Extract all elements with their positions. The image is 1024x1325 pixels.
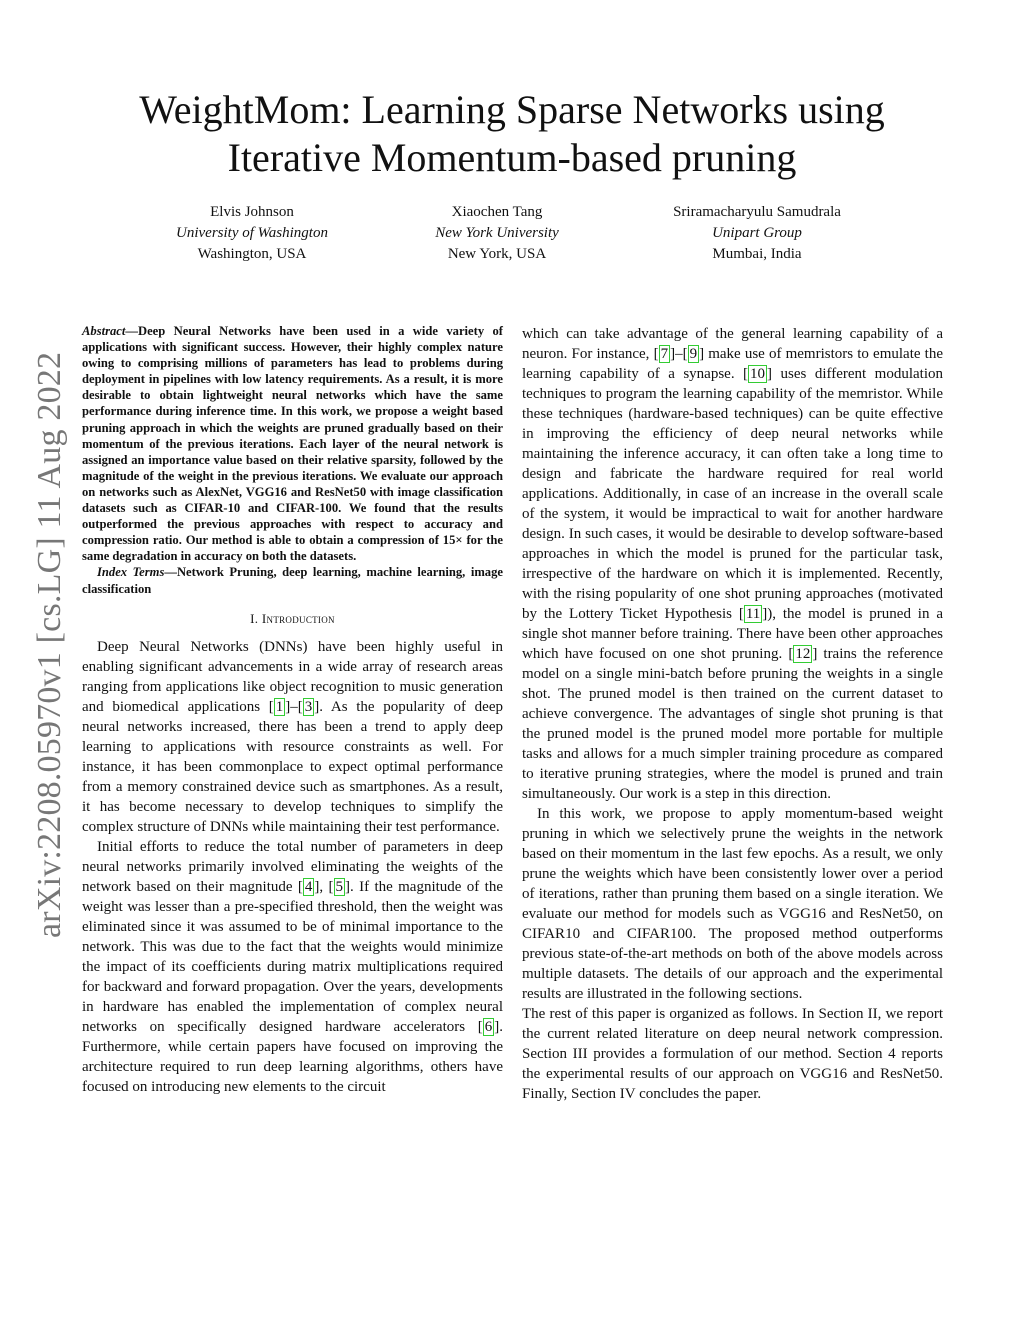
- right-column: [522, 324, 943, 1104]
- author-affiliation: Unipart Group: [712, 225, 802, 241]
- abstract-text: Deep Neural Networks have been used in a wide variety of applications with significant success. However, their highly complex nature owing to comprising millions of parameters has lead to problems during deployment in pipelines with low latency requirements. As a result, it is more desirable to obtain lightweight neural networks which have the same performance during inference time. In this work, we propose a weight based pruning approach in which the weights are pruned gradually based on their momentum of the previous iterations. Each layer of the neural network is assigned an importance value based on their relative sparsity, followed by the magnitude of the weight in the previous iterations. We evaluate our approach on networks such as AlexNet, VGG16 and ResNet50 with image classification datasets such as CIFAR-10 and CIFAR-100. We found that the results outperformed the previous approaches with respect to accuracy and compression ratio. Our method is able to obtain a compression of 15× for the same degradation in accuracy on both the datasets.: [82, 324, 503, 564]
- index-terms-text: Network Pruning, deep learning, machine learning, image classification: [82, 565, 503, 596]
- paragraph-text: make use of memristors to emulate the learning capability of a synapse.: [522, 346, 943, 382]
- citation-link[interactable]: 4: [304, 878, 313, 895]
- author-name: Elvis Johnson: [210, 204, 294, 220]
- citation-link[interactable]: 1: [275, 698, 284, 715]
- author-3: [607, 202, 907, 265]
- paragraph-text: uses different modulation techniques to program the learning capability of the memristor. While these techniques (hardware-based techniques) can be quite effective in improving the efficiency of deep neural networks while maintaining the inference accuracy, it can often take a long time to design and fabricate the hardware required for real world applications. Additionally, in case of an increase in the overall scale of the system, it would be impractical to wait for another hardware design. In such cases, it would be desirable to develop software-based approaches in which the model is pruned for the particular task, irrespective of the hardware on which it is implemented. Recently, with the rising popularity of one shot pruning approaches (motivated by the Lottery Ticket Hypothesis: [522, 366, 943, 622]
- citation-link[interactable]: 5: [335, 878, 343, 895]
- author-location: Washington, USA: [197, 246, 307, 262]
- author-location: New York, USA: [447, 246, 547, 262]
- paragraph-text: Deep Neural Networks (DNNs) have been highly useful in enabling significant advancements in a wide array of research areas ranging from applications like object recognition to music generation and biomedical applications: [82, 638, 503, 715]
- paragraph-text: Initial efforts to reduce the total number of parameters in deep neural networks primarily involved eliminating the weights of the network based on their magnitude: [82, 838, 503, 895]
- author-affiliation: New York University: [435, 225, 559, 241]
- intro-paragraph-2: Initial efforts to reduce the total number of parameters in deep neural networks primarily involved eliminating the weights of the network based on their magnitude [ 4 ], [ 5 ]. If the magnitude of the weight was lesser than a pre-specified threshold, then the weight was eliminated since it was assumed to be of minimal importance to the network. This was due to the fact that the weights would minimize the impact of its coefficients during matrix multiplications required for backward and forward propagation. Over the years, developments in hardware has enabled the implementation of complex neural networks on specifically designed hardware accelerators [ 6 ]. Furthermore, while certain papers have focused on improving the architecture required to run deep learning algorithms, others have focused on introducing new elements to the circuit: [82, 838, 503, 1095]
- citation-link[interactable]: 9: [689, 346, 698, 362]
- paragraph-text: trains the reference model on a single mini-batch before pruning the weights in a single shot. The pruned model is then trained on the current dataset to achieve convergence. The advantages of single shot pruning is that the pruned model is the pruned model more portable for multiple tasks and allows for a much simpler training procedure as compared to iterative pruning strategies, where the model is pruned and train simultaneously. Our work is a step in this direction.: [522, 646, 943, 802]
- intro-paragraph-3: which can take advantage of the general learning capability of a neuron. For instance, [ 7 ]–[ 9 ] make use of memristors to emulate the learning capability of a synapse. [ 10 ] uses different modulation techniques to program the learning capability of the memristor. While these techniques (hardware-based techniques) can be quite effective in improving the efficiency of deep neural networks while maintaining the inference accuracy, it can often take a long time to design and fabricate the hardware required for real world applications. Additionally, in case of an increase in the overall scale of the system, it would be impractical to wait for another hardware design. In such cases, it would be desirable to develop software-based approaches in which the model is pruned for the particular task, irrespective of the hardware on which it is implemented. Recently, with the rising popularity of one shot pruning approaches (motivated by the Lottery Ticket Hypothesis [ 11 ]), the model is pruned in a single shot manner before training. There have been other approaches which have focused on one shot pruning. [ 12 ] trains the reference model on a single mini-batch before pruning the weights in a single shot. The pruned model is then trained on the current dataset to achieve convergence. The advantages of single shot pruning is that the pruned model is the pruned model more portable for multiple tasks and allows for a much simpler training procedure as compared to iterative pruning strategies, where the model is pruned and train simultaneously. Our work is a step in this direction.: [522, 326, 943, 802]
- author-affiliation: University of Washington: [176, 225, 328, 241]
- paragraph-text: . Furthermore, while certain papers have focused on improving the architecture required to run deep learning algorithms, others have focused on introducing new elements to the circuit: [82, 1018, 503, 1095]
- intro-paragraph-1: Deep Neural Networks (DNNs) have been highly useful in enabling significant advancements in a wide array of research areas ranging from applications like object recognition to music generation and biomedical applications [ 1 ]–[ 3 ]. As the popularity of deep neural networks increased, there has been a trend to apply deep learning to applications with resource constraints as well. For instance, it has been commonplace to expect optimal performance from a memory constrained device such as smartphones. As a result, it has become necessary to develop techniques to simplify the complex structure of DNNs while maintaining their test performance.: [82, 638, 503, 835]
- paragraph-text: which can take advantage of the general learning capability of a neuron. For instance,: [522, 326, 943, 362]
- author-name: Sriramacharyulu Samudrala: [673, 204, 841, 220]
- intro-paragraph-4: In this work, we propose to apply momentum-based weight pruning in which we selectively prune the weights in the network based on their momentum in the last few epochs. As a result, we only prune the weights which have been consistently lower over a period of iterations, rather than pruning them based on a single iteration. We evaluate our method for models such as VGG16 and ResNet50, on CIFAR10 and CIFAR100. The proposed method outperforms previous state-of-the-art methods on both of the above models across multiple datasets. The details of our approach and the experimental results are illustrated in the following sections.: [522, 806, 943, 1002]
- citation-link[interactable]: 6: [484, 1018, 493, 1035]
- abstract-label: Abstract: [82, 324, 126, 338]
- citation-link[interactable]: 3: [304, 698, 313, 715]
- arxiv-identifier: arXiv:2208.05970v1 [cs.LG] 11 Aug 2022: [31, 351, 68, 939]
- citation-dash: –: [290, 698, 298, 715]
- paragraph-text: ), the model is pruned in a single shot manner before training. There have been other approaches which have focused on one shot pruning.: [522, 606, 943, 662]
- index-terms-label: Index Terms: [97, 565, 165, 580]
- author-location: Mumbai, India: [712, 246, 802, 262]
- abstract: [82, 323, 503, 564]
- index-terms-dash: —: [164, 565, 177, 580]
- paragraph-text: . If the magnitude of the weight was lesser than a pre-specified threshold, then the weight was eliminated since it was assumed to be of minimal importance to the network. This was due to the fact that the weights would minimize the impact of its coefficients during matrix multiplications required for backward and forward propagation. Over the years, developments in hardware has enabled the implementation of complex neural networks on specifically designed hardware accelerators: [82, 878, 503, 1035]
- author-block: [82, 202, 942, 272]
- paper-title: WeightMom: Learning Sparse Networks using Iterative Momentum-based pruning: [139, 87, 885, 180]
- citation-link[interactable]: 7: [660, 346, 669, 362]
- abstract-dash: —: [125, 324, 138, 338]
- section-heading-introduction: I. Introduction: [250, 610, 335, 626]
- paragraph-text: . As the popularity of deep neural networks increased, there has been a trend to apply deep learning to applications with resource constraints as well. For instance, it has been commonplace to expect optimal performance from a memory constrained device such as smartphones. As a result, it has become necessary to develop techniques to simplify the complex structure of DNNs while maintaining their test performance.: [82, 698, 503, 835]
- citation-link[interactable]: 11: [745, 606, 761, 622]
- intro-paragraph-5: The rest of this paper is organized as follows. In Section II, we report the current related literature on deep neural network compression. Section III provides a formulation of our method. Section 4 reports the experimental results of our approach on VGG16 and ResNet50. Finally, Section IV concludes the paper.: [522, 1006, 943, 1102]
- citation-link[interactable]: 12: [795, 646, 811, 662]
- left-column: [82, 323, 503, 1097]
- citation-link[interactable]: 10: [750, 366, 766, 382]
- index-terms: [82, 564, 503, 596]
- citation-separator: ,: [319, 878, 329, 895]
- author-name: Xiaochen Tang: [451, 204, 543, 220]
- author-2: [347, 202, 647, 265]
- citation-dash: –: [675, 346, 683, 362]
